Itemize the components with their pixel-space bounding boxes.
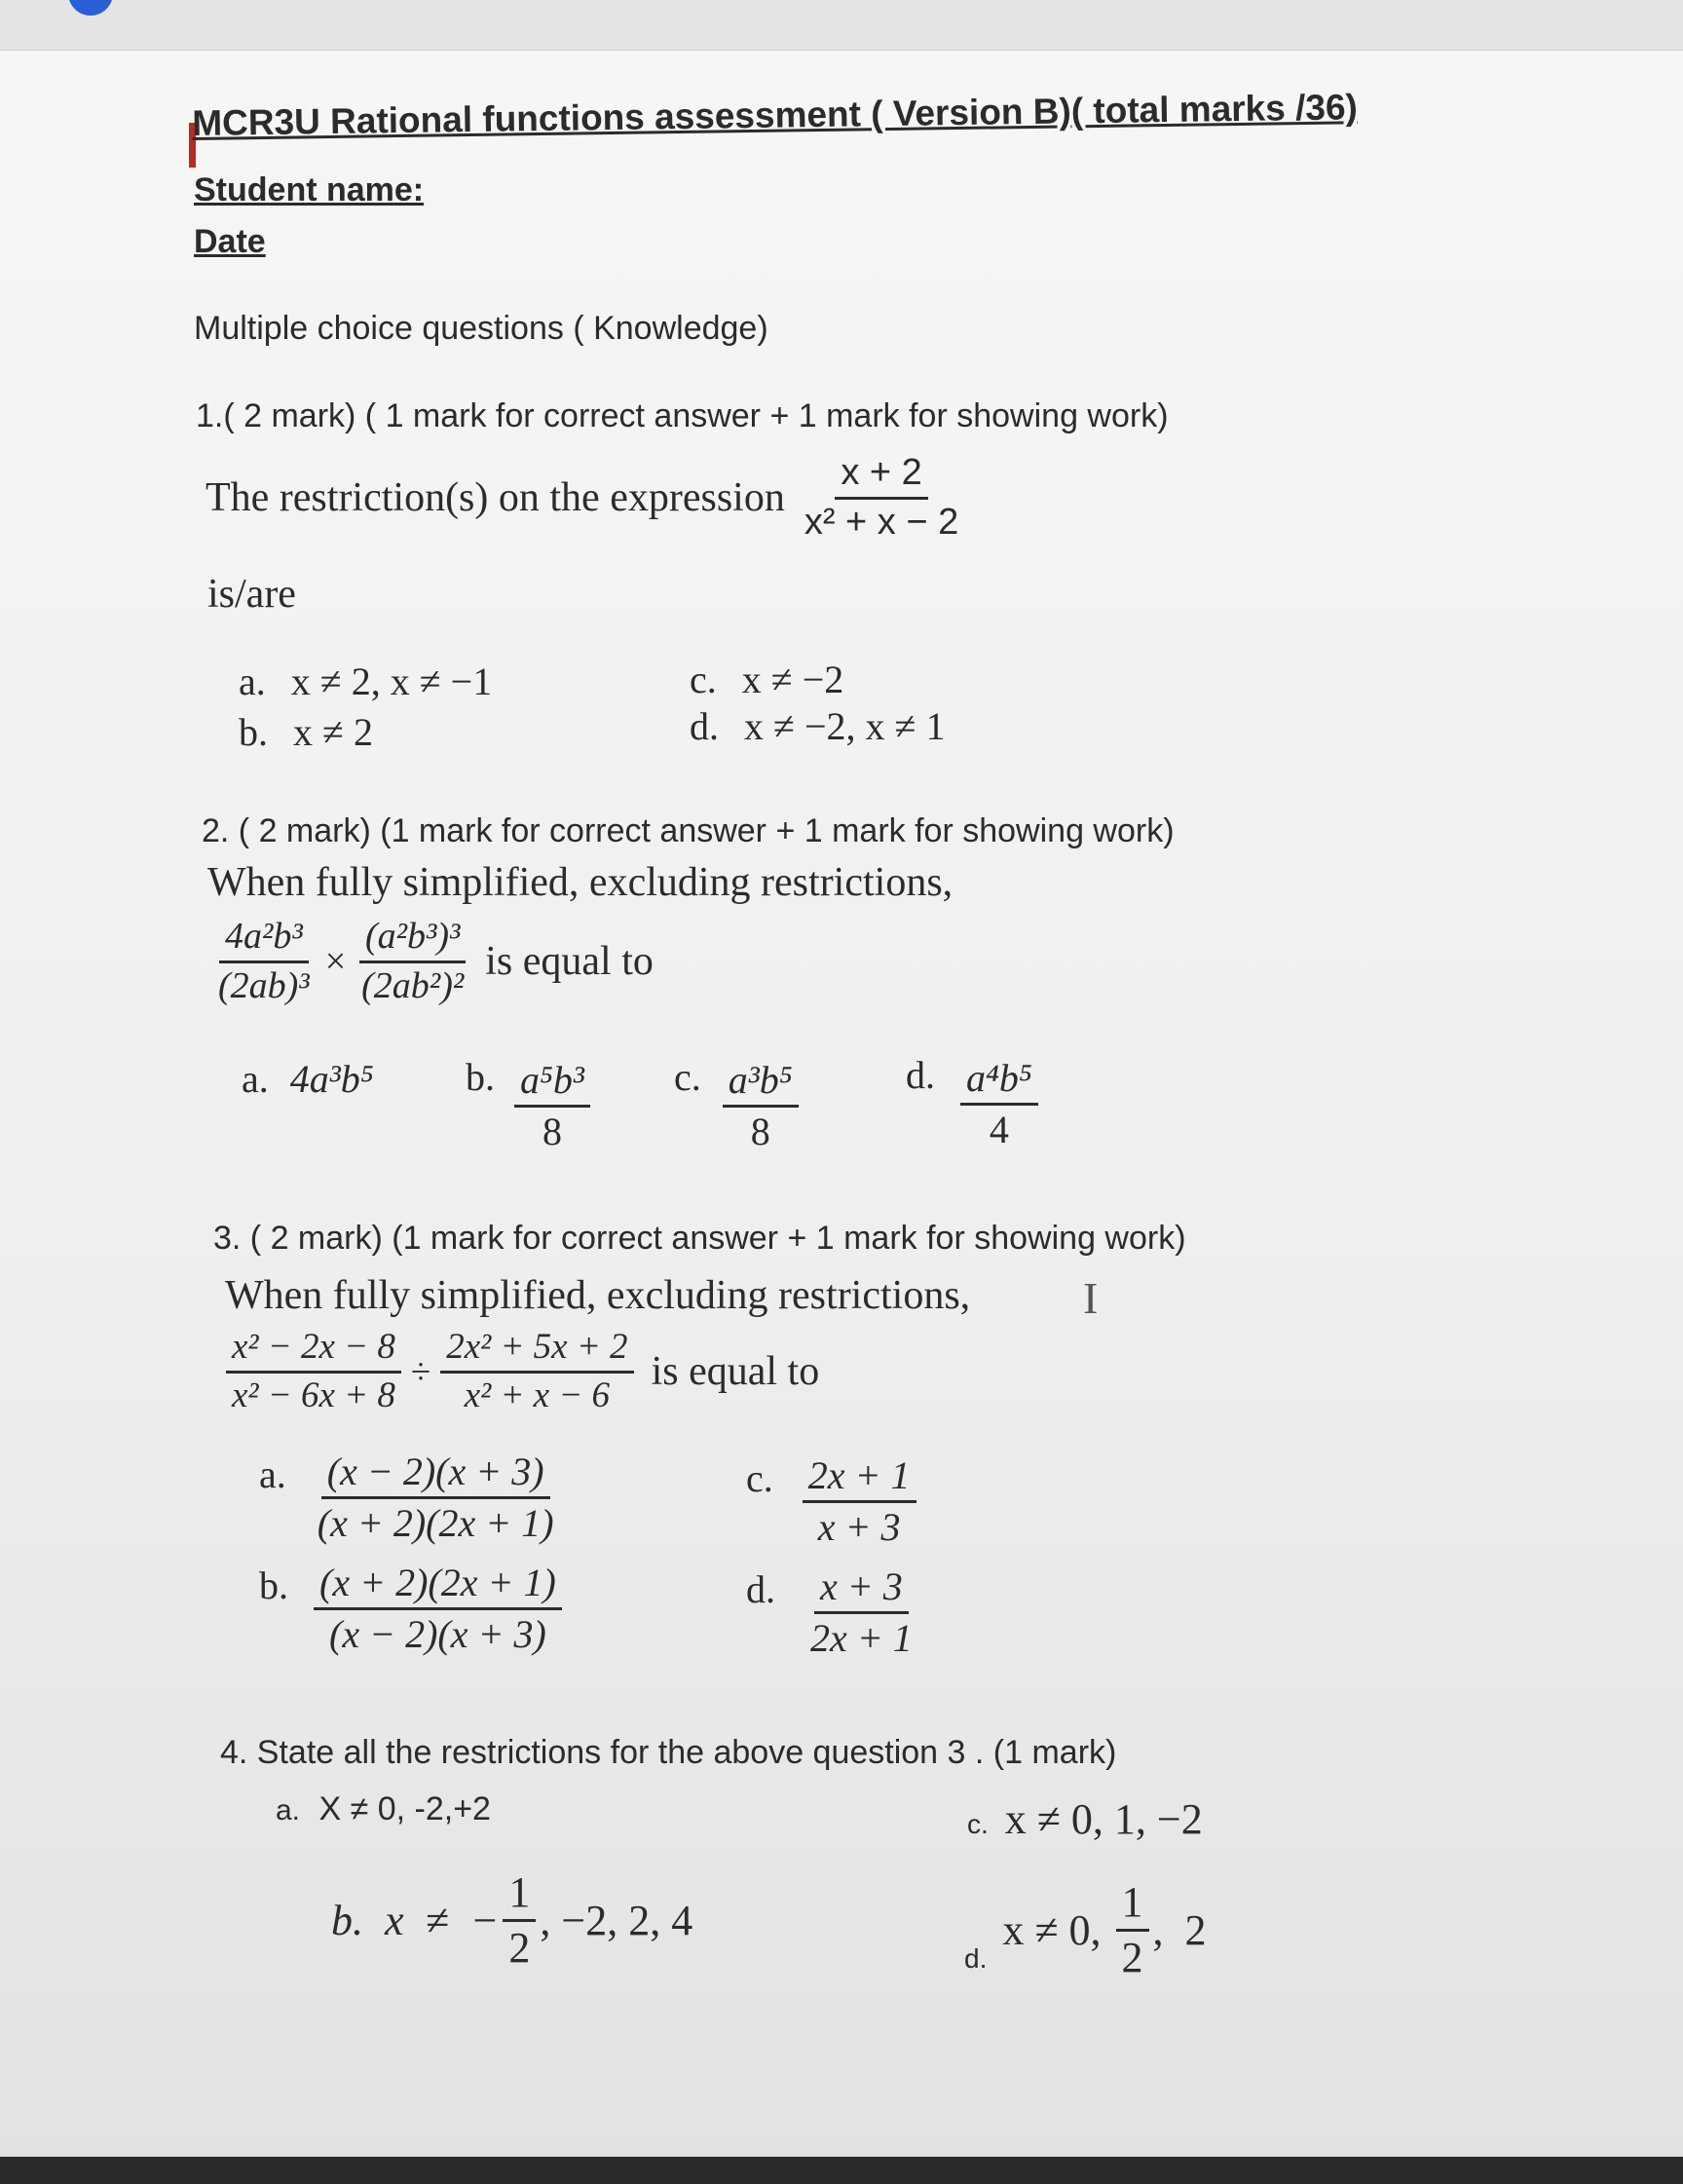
- q4-option-c-letter: c.: [967, 1809, 989, 1839]
- q2-option-b-fraction: [514, 1060, 590, 1152]
- q1-option-a[interactable]: [239, 659, 492, 704]
- q3-option-c[interactable]: [746, 1455, 916, 1548]
- q1-option-a-text: x ≠ 2, x ≠ −1: [290, 659, 493, 703]
- q1-option-d-letter: d.: [690, 704, 719, 748]
- q3-f1-numerator: x² − 2x − 8: [226, 1329, 401, 1374]
- q3-option-d-denominator: 2x + 1: [810, 1616, 913, 1660]
- q4-option-d-numerator: 1: [1116, 1880, 1149, 1932]
- q4-option-d-letter: d.: [964, 1943, 988, 1975]
- q3-option-a-numerator: (x − 2)(x + 3): [321, 1451, 550, 1499]
- q2-f1-denominator: (2ab)³: [218, 964, 310, 1006]
- q2-option-d-denominator: 4: [989, 1108, 1009, 1151]
- q2-option-b-numerator: a⁵b³: [514, 1060, 590, 1108]
- q3-option-c-letter: c.: [746, 1456, 773, 1500]
- q3-option-b-fraction: [314, 1563, 562, 1655]
- section-heading: Multiple choice questions ( Knowledge): [194, 310, 768, 347]
- q1-option-c-text: x ≠ −2: [741, 658, 844, 701]
- q2-option-b-letter: b.: [466, 1055, 495, 1099]
- q3-f1-denominator: x² − 6x + 8: [232, 1374, 395, 1415]
- q1-prompt: The restriction(s) on the expression: [206, 475, 785, 521]
- q3-option-a-denominator: (x + 2)(2x + 1): [317, 1501, 554, 1545]
- q2-option-b[interactable]: [466, 1054, 590, 1152]
- q2-fraction-2: [355, 918, 469, 1006]
- q1-option-b-text: x ≠ 2: [293, 710, 373, 754]
- q3-option-d-fraction: [804, 1566, 918, 1659]
- worksheet-page: [0, 51, 1683, 2184]
- q3-option-c-numerator: 2x + 1: [803, 1455, 916, 1503]
- q3-tail: is equal to: [651, 1349, 820, 1395]
- q1-option-a-letter: a.: [239, 659, 266, 703]
- student-name-label: Student name:: [194, 171, 425, 208]
- q2-expression: [212, 918, 654, 1006]
- q1-option-c-letter: c.: [690, 658, 717, 701]
- q4-option-b-post: , −2, 2, 4: [540, 1897, 693, 1945]
- q3-expression: [226, 1329, 819, 1415]
- q3-option-b-denominator: (x − 2)(x + 3): [329, 1612, 546, 1656]
- q2-option-a-letter: a.: [242, 1057, 269, 1101]
- q1-option-b[interactable]: [239, 709, 373, 755]
- q1-option-c[interactable]: [690, 657, 843, 702]
- q2-tail: is equal to: [485, 939, 654, 985]
- text-cursor-icon: I: [1083, 1273, 1099, 1323]
- blue-corner-shape: [68, 0, 113, 16]
- q4-option-b-denominator: 2: [508, 1924, 531, 1973]
- q4-option-b-numerator: 1: [503, 1870, 536, 1922]
- q3-option-a-letter: a.: [259, 1452, 286, 1496]
- q2-f1-numerator: 4a²b³: [219, 918, 309, 963]
- q4-option-d[interactable]: [964, 1880, 1207, 1980]
- q1-expr-denominator: x² + x − 2: [804, 501, 959, 543]
- q2-option-a-text: 4a³b⁵: [289, 1057, 374, 1101]
- q2-option-c-denominator: 8: [750, 1110, 770, 1153]
- q2-heading: 2. ( 2 mark) (1 mark for correct answer + 1 mark for showing work): [202, 812, 1175, 849]
- q2-option-d-letter: d.: [906, 1053, 935, 1097]
- q3-option-a-fraction: [312, 1451, 560, 1544]
- q4-option-d-post: , 2: [1152, 1906, 1207, 1955]
- q2-option-c-letter: c.: [674, 1055, 701, 1099]
- q3-option-c-denominator: x + 3: [817, 1505, 901, 1549]
- q4-option-b-letter: b.: [331, 1897, 363, 1945]
- q3-heading: 3. ( 2 mark) (1 mark for correct answer + 1 mark for showing work): [213, 1220, 1186, 1257]
- q2-fraction-1: [212, 918, 316, 1006]
- date-label: Date: [194, 223, 266, 260]
- q3-option-b-numerator: (x + 2)(2x + 1): [314, 1563, 562, 1610]
- q4-option-b[interactable]: [331, 1870, 692, 1971]
- q2-option-c[interactable]: [674, 1054, 799, 1152]
- q3-option-b-letter: b.: [259, 1563, 288, 1607]
- q3-option-d-numerator: x + 3: [814, 1566, 909, 1614]
- q1-option-b-letter: b.: [239, 710, 268, 754]
- q2-option-d-fraction: [960, 1058, 1038, 1150]
- q4-option-d-fraction: [1116, 1880, 1149, 1980]
- q1-expression: [799, 454, 964, 543]
- q3-option-d[interactable]: [746, 1566, 918, 1659]
- q2-option-b-denominator: 8: [542, 1110, 562, 1153]
- q1-tail: is/are: [207, 572, 296, 617]
- q1-heading: 1.( 2 mark) ( 1 mark for correct answer + 1 mark for showing work): [196, 397, 1169, 434]
- q4-option-d-denominator: 2: [1121, 1934, 1143, 1982]
- q1-expr-numerator: x + 2: [835, 454, 927, 500]
- q4-option-a-text: X ≠ 0, -2,+2: [318, 1790, 491, 1827]
- q2-f2-denominator: (2ab²)²: [361, 964, 465, 1006]
- q3-option-d-letter: d.: [746, 1567, 775, 1611]
- q2-f2-numerator: (a²b³)³: [359, 918, 467, 963]
- q4-heading: 4. State all the restrictions for the above question 3 . (1 mark): [220, 1734, 1117, 1771]
- q2-option-d[interactable]: [906, 1052, 1038, 1150]
- q2-option-a[interactable]: [242, 1056, 374, 1102]
- q3-fraction-2: [440, 1329, 633, 1415]
- q4-option-a-letter: a.: [276, 1794, 301, 1826]
- page-title: MCR3U Rational functions assessment ( Version B)( total marks /36): [192, 87, 1359, 143]
- q4-option-c[interactable]: [967, 1794, 1203, 1844]
- q1-option-d[interactable]: [690, 703, 945, 749]
- q3-f2-numerator: 2x² + 5x + 2: [440, 1329, 633, 1374]
- q4-option-a[interactable]: [276, 1790, 491, 1828]
- desk-edge: [0, 2157, 1683, 2184]
- q3-f2-denominator: x² + x − 6: [464, 1374, 611, 1415]
- q1-option-d-text: x ≠ −2, x ≠ 1: [744, 704, 946, 748]
- q2-option-d-numerator: a⁴b⁵: [960, 1058, 1038, 1106]
- q2-prompt: When fully simplified, excluding restrictions,: [207, 860, 954, 905]
- q3-fraction-1: [226, 1329, 401, 1415]
- q2-option-c-numerator: a³b⁵: [723, 1060, 799, 1108]
- q3-operator: ÷: [410, 1351, 431, 1392]
- q4-option-b-pre: x ≠ −: [385, 1897, 500, 1945]
- q2-option-c-fraction: [723, 1060, 799, 1152]
- q2-operator: ×: [324, 941, 347, 983]
- q3-option-b[interactable]: [259, 1563, 562, 1655]
- q4-option-b-fraction: [503, 1870, 536, 1971]
- q3-option-a[interactable]: [259, 1451, 560, 1544]
- q1-prompt-line: [206, 454, 964, 543]
- q3-option-c-fraction: [803, 1455, 916, 1548]
- q3-prompt: When fully simplified, excluding restrictions,: [225, 1273, 971, 1318]
- q4-option-c-text: x ≠ 0, 1, −2: [1004, 1795, 1203, 1843]
- q4-option-d-pre: x ≠ 0,: [1002, 1906, 1112, 1955]
